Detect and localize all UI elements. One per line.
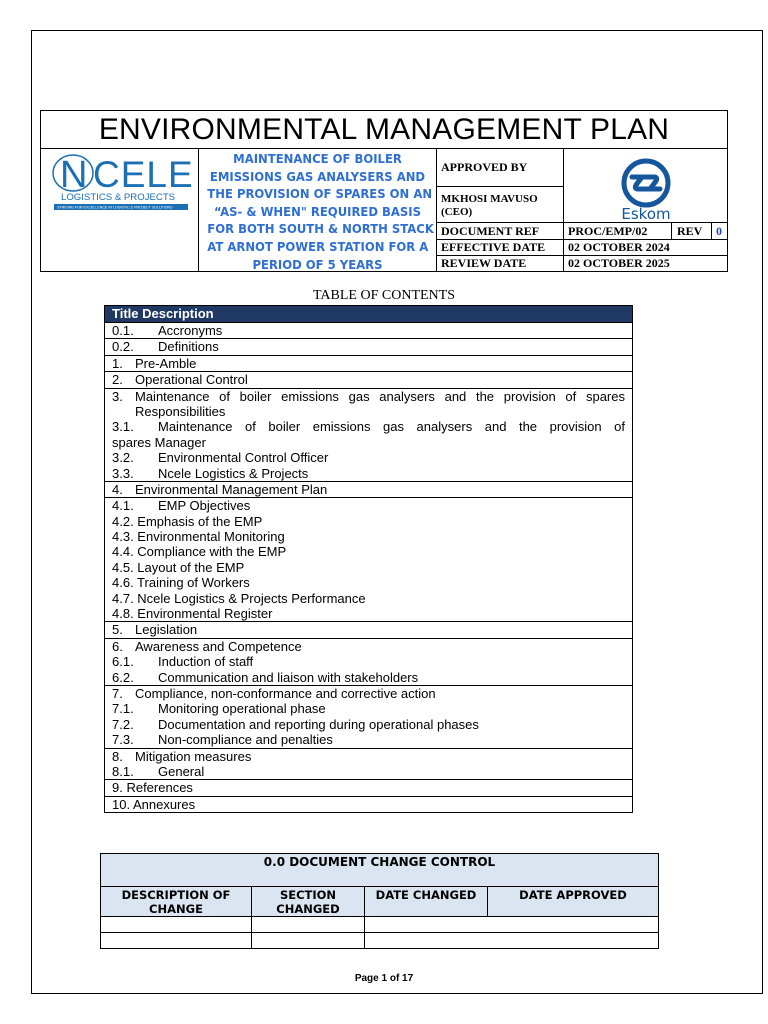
toc-group bbox=[105, 323, 632, 339]
toc-item[interactable]: 3.1. Maintenance of boiler emissions gas analysers and the provision of bbox=[112, 419, 625, 435]
toc-item[interactable]: 7. Compliance, non-conformance and corrective action bbox=[112, 685, 436, 701]
description-line: MAINTENANCE OF BOILER bbox=[233, 151, 402, 166]
document-info-grid bbox=[437, 149, 727, 272]
toc-item[interactable]: 4.1. EMP Objectives bbox=[112, 498, 251, 514]
toc-group bbox=[105, 639, 632, 686]
toc-item[interactable]: 7.3. Non-compliance and penalties bbox=[112, 732, 333, 748]
toc-item[interactable]: 0.1. Accronyms bbox=[112, 323, 223, 338]
toc-item[interactable]: 4.7. Ncele Logistics & Projects Performance bbox=[112, 590, 366, 606]
col-date-approved: DATE APPROVED bbox=[519, 888, 627, 902]
ncele-logo-tagline: STRIVING FOR EXCELLENCE IN LOGISTIC & PROJECT SOLUTIONS bbox=[57, 205, 173, 210]
toc-item[interactable]: 7.1. Monitoring operational phase bbox=[112, 701, 326, 717]
toc-item[interactable]: 10. Annexures bbox=[112, 796, 196, 812]
change-control-header-row bbox=[101, 887, 658, 917]
ncele-logo-icon bbox=[41, 149, 199, 272]
document-title: ENVIRONMENTAL MANAGEMENT PLAN bbox=[41, 111, 727, 149]
page-number: Page 1 of 17 bbox=[354, 973, 414, 984]
table-cell[interactable] bbox=[252, 933, 365, 948]
approver-line: (CEO) bbox=[441, 206, 473, 218]
toc-item[interactable]: 8.1. General bbox=[112, 763, 205, 779]
doc-ref-label: DOCUMENT REF bbox=[441, 224, 540, 238]
project-description bbox=[199, 149, 437, 272]
toc-item[interactable]: 9. References bbox=[112, 780, 193, 796]
toc-group bbox=[105, 622, 632, 638]
col-date-changed: DATE CHANGED bbox=[365, 887, 488, 916]
description-line: PERIOD OF 5 YEARS bbox=[252, 256, 383, 272]
approver-line: MKHOSI MAVUSO bbox=[441, 193, 538, 205]
description-line: THE PROVISION OF SPARES ON AN bbox=[207, 186, 433, 202]
col-section-changed: SECTION CHANGED bbox=[252, 887, 365, 916]
toc-group bbox=[105, 780, 632, 796]
toc-item[interactable]: 4.5. Layout of the EMP bbox=[112, 559, 245, 575]
toc-heading: TABLE OF CONTENTS bbox=[313, 288, 455, 303]
approved-by-label: APPROVED BY bbox=[441, 160, 528, 174]
toc-group bbox=[105, 749, 632, 781]
col-description-of-change: DESCRIPTION OF CHANGE bbox=[101, 887, 252, 916]
toc-item[interactable]: 3. Maintenance of boiler emissions gas analysers and the provision of spares bbox=[112, 388, 625, 404]
doc-ref-value: PROC/EMP/02 bbox=[568, 224, 648, 238]
ncele-logo-letter: N bbox=[60, 154, 88, 196]
table-row bbox=[101, 917, 658, 933]
toc-item[interactable]: 7.2. Documentation and reporting during operational phases bbox=[112, 716, 479, 732]
toc-item[interactable]: 6. Awareness and Competence bbox=[112, 638, 302, 654]
table-cell[interactable] bbox=[365, 933, 658, 948]
toc-group bbox=[105, 686, 632, 749]
table-cell[interactable] bbox=[365, 917, 658, 932]
toc-group bbox=[105, 339, 632, 355]
ncele-logo bbox=[41, 149, 199, 272]
rev-value: 0 bbox=[716, 224, 722, 238]
toc-item[interactable]: 0.2. Definitions bbox=[112, 339, 219, 355]
toc-item[interactable]: 3.3. Ncele Logistics & Projects bbox=[112, 465, 309, 481]
table-cell[interactable] bbox=[101, 933, 252, 948]
effective-date-value: 02 OCTOBER 2024 bbox=[568, 240, 670, 254]
effective-date-label: EFFECTIVE DATE bbox=[441, 240, 546, 254]
toc-item[interactable]: 3.2. Environmental Control Officer bbox=[112, 450, 329, 466]
description-line: FOR BOTH SOUTH & NORTH STACK bbox=[207, 221, 434, 237]
toc-group bbox=[105, 498, 632, 622]
review-date-value: 02 OCTOBER 2025 bbox=[568, 256, 670, 270]
toc-item[interactable]: 4.4. Compliance with the EMP bbox=[112, 544, 287, 560]
toc-item-continued: spares Manager bbox=[112, 434, 206, 450]
toc-group bbox=[105, 356, 632, 372]
description-line: AT ARNOT POWER STATION FOR A bbox=[207, 238, 429, 254]
toc-item[interactable]: 4.8. Environmental Register bbox=[112, 606, 273, 622]
table-cell[interactable] bbox=[101, 917, 252, 932]
toc-group bbox=[105, 797, 632, 812]
toc-item[interactable]: 4.2. Emphasis of the EMP bbox=[112, 513, 263, 529]
document-header bbox=[40, 110, 728, 272]
ncele-logo-sub: LOGISTICS & PROJECTS bbox=[61, 192, 176, 203]
rev-label: REV bbox=[677, 224, 703, 238]
toc-group bbox=[105, 482, 632, 498]
description-line: EMISSIONS GAS ANALYSERS AND bbox=[209, 168, 426, 184]
toc-item[interactable]: 2. Operational Control bbox=[112, 372, 248, 388]
change-control-title: 0.0 DOCUMENT CHANGE CONTROL bbox=[101, 854, 658, 887]
toc-item[interactable]: 8. Mitigation measures bbox=[112, 748, 252, 764]
eskom-logo-word: Eskom bbox=[621, 205, 671, 222]
toc-item[interactable]: 1. Pre-Amble bbox=[112, 355, 197, 371]
toc-item[interactable]: 4.6. Training of Workers bbox=[112, 575, 250, 591]
toc-item-continued: Responsibilities bbox=[135, 403, 226, 419]
toc-item[interactable]: 6.1. Induction of staff bbox=[112, 654, 254, 670]
toc-group bbox=[105, 372, 632, 388]
toc-item[interactable]: 4. Environmental Management Plan bbox=[112, 481, 328, 497]
ncele-logo-word: CELE bbox=[93, 154, 194, 195]
table-cell[interactable] bbox=[252, 917, 365, 932]
table-of-contents bbox=[104, 305, 633, 813]
table-row bbox=[101, 933, 658, 948]
toc-group bbox=[105, 389, 632, 482]
toc-item[interactable]: 4.3. Environmental Monitoring bbox=[112, 529, 285, 545]
review-date-label: REVIEW DATE bbox=[441, 256, 527, 270]
toc-column-header: Title Description bbox=[105, 306, 632, 323]
eskom-logo-icon bbox=[564, 151, 727, 222]
change-control-table bbox=[100, 853, 659, 949]
toc-item[interactable]: 6.2. Communication and liaison with stakeholders bbox=[112, 669, 419, 685]
approver-name bbox=[437, 193, 538, 219]
description-line: “AS- & WHEN" REQUIRED BASIS bbox=[214, 203, 421, 219]
toc-item[interactable]: 5. Legislation bbox=[112, 622, 198, 638]
